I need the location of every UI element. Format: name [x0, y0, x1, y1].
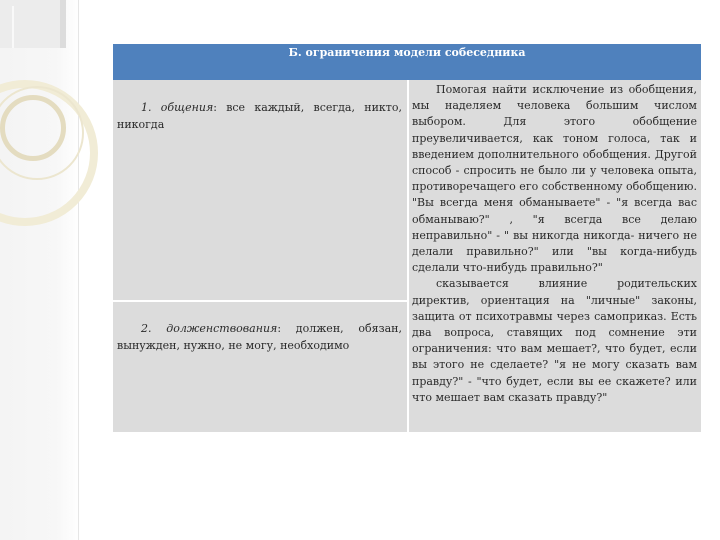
column-divider [407, 80, 409, 432]
decorative-top-bar [0, 0, 66, 48]
table-cell-explanation [412, 82, 697, 406]
table-cell-obligation [117, 320, 402, 354]
table-cell-generalization [117, 99, 402, 133]
explanation-paragraph: Помогая найти исключение из обобщения, мы наделяем человека большим числом выбором. Для этого обобщение преувеличивается, как тоном голоса, так и введением дополнительного обобщения. Другой способ - спросить не было ли у человека опыта, противоречащего его собственному обобщению. "Вы всегда меня обманываете" - "я всегда вас обманываю?" , "я всегда все делаю неправильно" - " вы никогда никогда- ничего не делали правильно?" или "вы когда-нибудь сделали что-нибудь правильно?" [412, 83, 697, 275]
explanation-paragraph: сказывается влияние родительских директив, ориентация на "личные" законы, защита от психотравмы через самоприказ. Есть два вопроса, ставящих под сомнение эти ограничения: что вам мешает?, что будет, если вы этого не сделаете? "я не могу сказать вам правду?" - "что будет, если вы ее скажете? или что мешает вам сказать правду?" [412, 277, 697, 404]
row-divider [113, 300, 407, 302]
term-examples: : все каждый, всегда, никто, никогда [117, 101, 402, 131]
slide-divider-line [78, 0, 79, 540]
table-header [113, 44, 701, 80]
term-label: 1. общения [141, 101, 214, 114]
content-table [113, 44, 701, 432]
table-title: Б. ограничения модели собеседника [288, 46, 526, 59]
term-examples: : должен, обязан, вынужден, нужно, не могу, необходимо [117, 322, 402, 352]
term-label: 2. долженствования [141, 322, 278, 335]
